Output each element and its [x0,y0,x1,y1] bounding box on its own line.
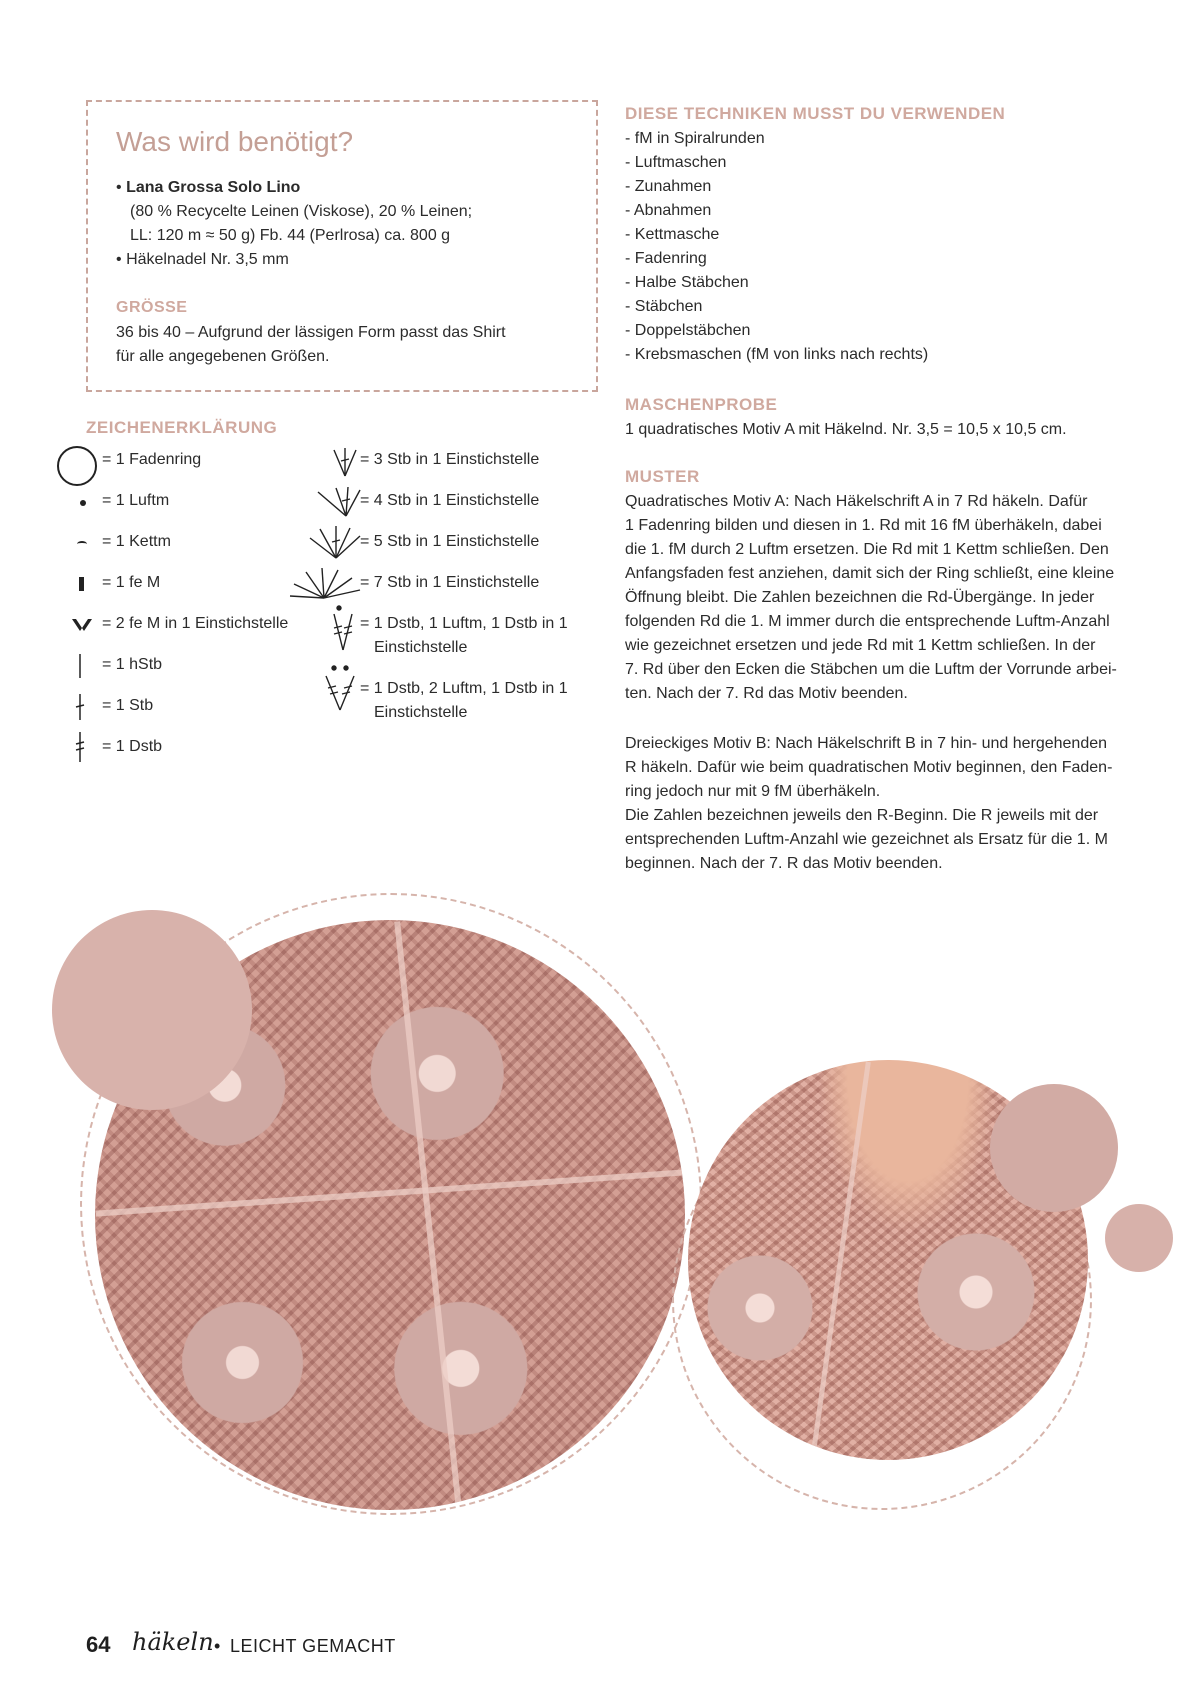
legend-label: = 1 Stb [102,697,154,714]
list-item: - fM in Spiralrunden [625,130,765,147]
deco-circle-large [52,910,252,1110]
text-line: R häkeln. Dafür wie beim quadratischen Motiv beginnen, den Faden- [625,759,1113,776]
text-line: Die Zahlen bezeichnen jeweils den R-Beginn. Die R jeweils mit der [625,807,1099,824]
legend-label: = 1 Dstb, 1 Luftm, 1 Dstb in 1 [360,615,568,632]
footer-subtitle: LEICHT GEMACHT [230,1636,396,1656]
text-line: Anfangsfaden fest anziehen, damit sich der Ring schließt, eine kleine [625,565,1115,582]
dc-icon [74,692,86,722]
yarn-name: Lana Grossa Solo Lino [126,179,301,196]
bullet: • [116,179,122,196]
motif-seam [810,1062,871,1459]
five-dc-fan-icon [306,524,362,560]
list-item [116,176,472,200]
text-line: Öffnung bleibt. Die Zahlen bezeichnen die Rd-Übergänge. In jeder [625,589,1095,606]
list-item: - Doppelstäbchen [625,322,751,339]
yarn-detail-1: (80 % Recycelte Leinen (Viskose), 20 % Leinen; [130,203,473,220]
text-line: folgenden Rd die 1. M immer durch die entsprechende Luftm-Anzahl [625,613,1110,630]
text-line: Dreieckiges Motiv B: Nach Häkelschrift B in 7 hin- und hergehenden [625,735,1108,752]
magic-ring-icon [57,446,97,486]
text-line: ten. Nach der 7. Rd das Motiv beenden. [625,685,908,702]
size-line: 36 bis 40 – Aufgrund der lässigen Form passt das Shirt [116,324,506,341]
list-item: - Luftmaschen [625,154,727,171]
legend-label: = 7 Stb in 1 Einstichstelle [360,574,540,591]
gauge-text: 1 quadratisches Motiv A mit Häkelnd. Nr. 3,5 = 10,5 x 10,5 cm. [625,421,1067,438]
bullet: • [116,251,122,268]
single-crochet-icon [79,577,84,591]
text-line: 7. Rd über den Ecken die Stäbchen um die Luftm der Vorrunde arbei- [625,661,1117,678]
legend-label: = 1 fe M [102,574,161,591]
gauge-heading: MASCHENPROBE [625,395,778,414]
legend-label: Einstichstelle [374,639,468,656]
half-dc-icon [76,652,84,680]
tr-icon [74,730,86,764]
footer-separator: • [214,1636,221,1656]
hook-size: Häkelnadel Nr. 3,5 mm [126,251,289,268]
v-stitch-two-chain-icon [322,664,358,712]
techniques-heading: DIESE TECHNIKEN MUSST DU VERWENDEN [625,104,1006,123]
list-item: - Abnahmen [625,202,712,219]
legend-label: = 1 Dstb [102,738,163,755]
legend-heading: ZEICHENERKLÄRUNG [86,418,278,437]
legend-label: = 3 Stb in 1 Einstichstelle [360,451,540,468]
four-dc-fan-icon [312,484,364,518]
pattern-heading: MUSTER [625,467,700,486]
list-item: - Halbe Stäbchen [625,274,749,291]
legend-label: = 5 Stb in 1 Einstichstelle [360,533,540,550]
text-line: wie gezeichnet ersetzen und jede Rd mit 1 Kettm schließen. In der [625,637,1096,654]
list-item: - Zunahmen [625,178,712,195]
v-stitch-one-chain-icon [330,604,356,652]
brand-logo: häkeln [132,1628,214,1656]
legend-label: = 1 Luftm [102,492,170,509]
deco-circle-medium [990,1084,1118,1212]
text-line: Quadratisches Motiv A: Nach Häkelschrift A in 7 Rd häkeln. Dafür [625,493,1088,510]
seven-dc-fan-icon [288,566,362,602]
slip-stitch-icon [77,541,87,547]
text-line: beginnen. Nach der 7. R das Motiv beenden. [625,855,943,872]
text-line: entsprechenden Luftm-Anzahl wie gezeichnet als Ersatz für die 1. M [625,831,1108,848]
legend-label: Einstichstelle [374,704,468,721]
size-line: für alle angegebenen Größen. [116,348,330,365]
legend-label: = 1 hStb [102,656,163,673]
materials-list [116,176,472,272]
legend-label: = 1 Dstb, 2 Luftm, 1 Dstb in 1 [360,680,568,697]
two-sc-icon [70,617,94,633]
legend-label: = 4 Stb in 1 Einstichstelle [360,492,540,509]
list-item [116,248,472,272]
three-dc-fan-icon [328,444,362,478]
size-heading: GRÖSSE [116,299,188,316]
list-item: - Krebsmaschen (fM von links nach rechts) [625,346,929,363]
deco-circle-small [1105,1204,1173,1272]
text-line: ring jedoch nur mit 9 fM überhäkeln. [625,783,881,800]
list-item: - Fadenring [625,250,707,267]
yarn-detail-2: LL: 120 m ≈ 50 g) Fb. 44 (Perlrosa) ca. 800 g [130,227,451,244]
text-line: 1 Fadenring bilden und diesen in 1. Rd mit 16 fM überhäkeln, dabei [625,517,1102,534]
motif-seam [394,921,462,1508]
size-text [116,321,506,369]
motif-seam [96,1169,685,1216]
chain-stitch-icon [80,500,86,506]
legend-label: = 1 Kettm [102,533,171,550]
list-item: - Stäbchen [625,298,703,315]
legend-label: = 2 fe M in 1 Einstichstelle [102,615,289,632]
pattern-paragraph-1 [625,490,1117,706]
text-line: die 1. fM durch 2 Luftm ersetzen. Die Rd mit 1 Kettm schließen. Den [625,541,1109,558]
materials-title: Was wird benötigt? [116,126,354,157]
list-item: - Kettmasche [625,226,720,243]
page-number: 64 [86,1632,111,1657]
legend-label: = 1 Fadenring [102,451,202,468]
pattern-paragraph-2 [625,732,1112,876]
techniques-list [625,127,928,367]
